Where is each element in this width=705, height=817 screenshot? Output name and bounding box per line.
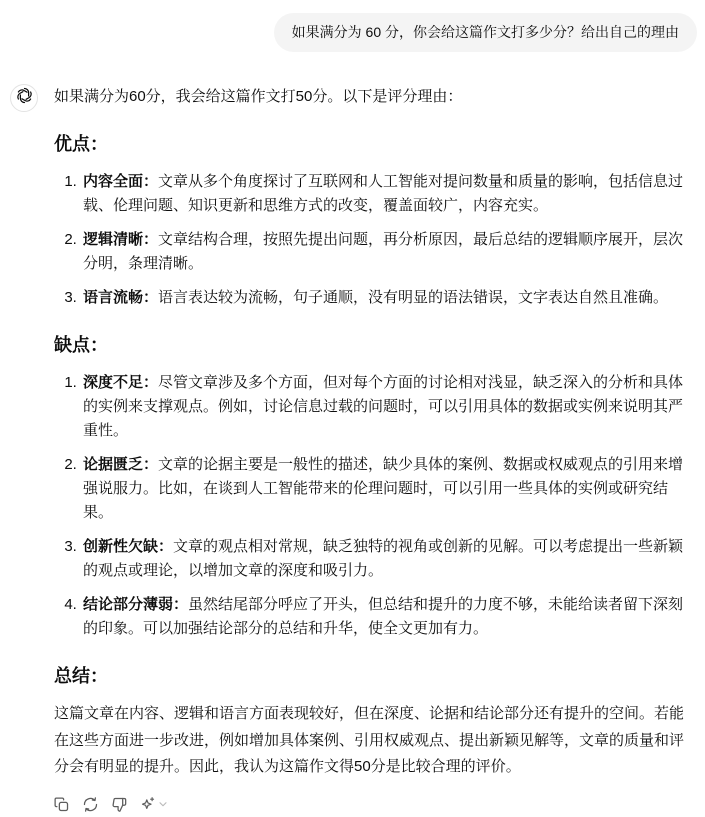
list-item bbox=[81, 453, 691, 525]
list-item bbox=[81, 228, 691, 276]
regenerate-button[interactable] bbox=[77, 791, 103, 817]
assistant-message-row bbox=[0, 52, 705, 780]
thumbs-down-icon bbox=[111, 796, 128, 813]
list-item bbox=[81, 170, 691, 218]
list-item bbox=[81, 593, 691, 641]
cons-list bbox=[54, 371, 691, 641]
list-item-text: 虽然结尾部分呼应了开头，但总结和提升的力度不够，未能给读者留下深刻的印象。可以加强结论部分的总结和升华，使全文更加有力。 bbox=[83, 595, 684, 637]
list-item-text: 文章结构合理，按照先提出问题，再分析原因，最后总结的逻辑顺序展开，层次分明，条理清晰。 bbox=[83, 230, 684, 272]
list-item-text: 尽管文章涉及多个方面，但对每个方面的讨论相对浅显，缺乏深入的分析和具体的实例来支撑观点。例如，讨论信息过载的问题时，可以引用具体的数据或实例来说明其严重性。 bbox=[83, 373, 684, 439]
list-item-label: 深度不足： bbox=[83, 373, 159, 391]
openai-logo-icon bbox=[15, 86, 34, 110]
list-item bbox=[81, 371, 691, 443]
assistant-message-content bbox=[54, 83, 691, 780]
copy-button[interactable] bbox=[48, 791, 74, 817]
list-item-label: 论据匮乏： bbox=[83, 455, 159, 473]
user-message-bubble: 如果满分为 60 分，你会给这篇作文打多少分？给出自己的理由 bbox=[274, 13, 697, 52]
assistant-intro-text: 如果满分为60分，我会给这篇作文打50分。以下是评分理由： bbox=[54, 88, 463, 105]
list-item-text: 语言表达较为流畅，句子通顺，没有明显的语法错误，文字表达自然且准确。 bbox=[158, 288, 669, 306]
list-item-label: 逻辑清晰： bbox=[83, 230, 159, 248]
message-action-toolbar bbox=[0, 780, 705, 817]
assistant-avatar bbox=[10, 84, 38, 112]
summary-paragraph: 这篇文章在内容、逻辑和语言方面表现较好，但在深度、论据和结论部分还有提升的空间。若能在这些方面进一步改进，例如增加具体案例、引用权威观点、提出新颖见解等，文章的质量和评分会有明显的提升。因此，我认为这篇作文得50分是比较合理的评价。 bbox=[54, 705, 685, 775]
regenerate-icon bbox=[82, 796, 99, 813]
list-item-label: 创新性欠缺： bbox=[83, 537, 174, 555]
list-item bbox=[81, 535, 691, 583]
section-heading-pros: 优点： bbox=[54, 134, 108, 154]
model-switch-icon bbox=[139, 796, 156, 813]
user-message-row bbox=[0, 0, 705, 52]
list-item-text: 文章的观点相对常规，缺乏独特的视角或创新的见解。可以考虑提出一些新颖的观点或理论，以增加文章的深度和吸引力。 bbox=[83, 537, 684, 579]
thumbs-down-button[interactable] bbox=[106, 791, 132, 817]
pros-list bbox=[54, 170, 691, 310]
list-item-text: 文章从多个角度探讨了互联网和人工智能对提问数量和质量的影响，包括信息过载、伦理问题、知识更新和思维方式的改变，覆盖面较广，内容充实。 bbox=[83, 172, 684, 214]
section-heading-summary: 总结： bbox=[54, 665, 108, 686]
copy-icon bbox=[53, 796, 70, 813]
list-item-label: 内容全面： bbox=[83, 172, 159, 190]
list-item bbox=[81, 286, 691, 310]
list-item-label: 语言流畅： bbox=[83, 288, 159, 306]
section-heading-cons: 缺点： bbox=[54, 334, 108, 355]
list-item-text: 文章的论据主要是一般性的描述，缺少具体的案例、数据或权威观点的引用来增强说服力。比如，在谈到人工智能带来的伦理问题时，可以引用一些具体的实例或研究结果。 bbox=[83, 455, 684, 521]
list-item-label: 结论部分薄弱： bbox=[83, 595, 189, 613]
model-switch-button[interactable] bbox=[135, 791, 173, 817]
chevron-down-icon bbox=[157, 798, 169, 810]
